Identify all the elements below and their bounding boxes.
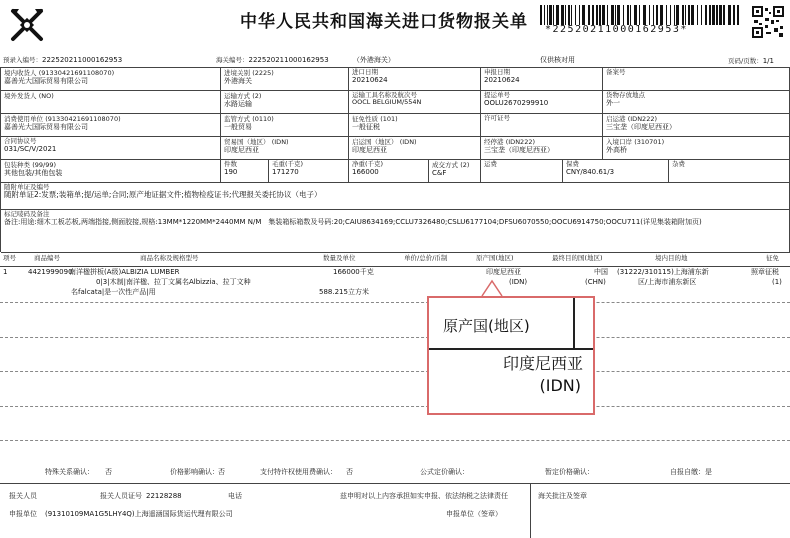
callout-code: (IDN) bbox=[539, 376, 581, 395]
special-relation: 否 bbox=[105, 468, 112, 476]
pieces: 190 bbox=[224, 168, 238, 177]
origin-country: 印度尼西亚 bbox=[352, 146, 387, 155]
supervision-mode: 一般贸易 bbox=[224, 123, 252, 132]
vessel: OOCL BELGIUM/554N bbox=[352, 98, 422, 107]
hs-code: 4421999090 bbox=[28, 268, 73, 276]
levy-code: (1) bbox=[772, 278, 782, 286]
page-number: 1/1 bbox=[762, 57, 774, 65]
remarks-cell: 标记唛码及备注 备注:用途:细木工板芯板,两端指接,侧面胶接,规格:13MM*1220MM*2440MM N/M 集装箱标箱数及号码:20;CAIU8634169;CCLU7326480;CSLU6177104;DFSU6070550;OOCU6914750;OOCU711(详见集装箱附加页) bbox=[1, 210, 790, 253]
pieces-cell: 件数 190 bbox=[221, 160, 269, 183]
confirmation-row: 特殊关系确认： 否 价格影响确认： 否 支付特许权使用费确认： 否 公式定价确认： 暂定价格确认： 自报自缴： 是 bbox=[45, 468, 712, 476]
entry-border-cell: 入境口岸 (310701) 外高桥 bbox=[603, 137, 790, 160]
transit-port: 三宝垄（印度尼西亚） bbox=[484, 146, 554, 155]
barcode-text: *22520211000162953* bbox=[545, 24, 688, 35]
callout-value: 印度尼西亚 bbox=[502, 354, 583, 373]
transport-mode-cell: 运输方式 (2) 水路运输 bbox=[221, 91, 349, 114]
origin-zoom-callout bbox=[427, 296, 595, 415]
transport-mode: 水路运输 bbox=[224, 100, 252, 109]
record-cell: 备案号 bbox=[603, 68, 790, 91]
callout-label: 原产国(地区) bbox=[443, 317, 530, 335]
goods-spec-2: 名falcata|是一次性产品|用 bbox=[71, 288, 156, 296]
audit-note: 仅供核对用 bbox=[540, 56, 575, 64]
entry-port-cell: 进境关别 (2225) 外港海关 bbox=[221, 68, 349, 91]
self-declare: 是 bbox=[705, 468, 712, 476]
entry-border: 外高桥 bbox=[606, 146, 627, 155]
net-weight: 166000 bbox=[352, 168, 379, 177]
quantity-1: 166000千克 bbox=[333, 268, 374, 276]
departure-port-cell: 启运港 (IDN222) 三宝垄（印度尼西亚） bbox=[603, 114, 790, 137]
origin-country: 印度尼西亚 bbox=[486, 268, 521, 276]
supervision-cell: 监管方式 (0110) 一般贸易 bbox=[221, 114, 349, 137]
import-date: 20210624 bbox=[352, 76, 388, 85]
declare-date: 20210624 bbox=[484, 76, 520, 85]
consumer-name: 嘉善光大国际贸易有限公司 bbox=[4, 123, 88, 132]
royalty: 否 bbox=[346, 468, 353, 476]
page-label: 页码/页数： bbox=[728, 57, 763, 65]
contract-number: 031/SC/V/2021 bbox=[4, 145, 57, 154]
documents-text: 随附单证2:发票;装箱单;提/运单;合同;原产地证据文件;植物检疫证书;代理报关委托协议（电子） bbox=[4, 190, 322, 200]
quantity-2: 588.215立方米 bbox=[319, 288, 369, 296]
consignee-cell: 境内收货人 (91330421691108070) 嘉善光大国际贸易有限公司 bbox=[1, 68, 221, 91]
deal-mode-cell: 成交方式 (2) C&F bbox=[429, 160, 481, 183]
footer: 报关人员 报关人员证号 22128288 电话 兹申明对以上内容承担如实申报、依法纳税之法律责任 海关批注及签章 申报单位 (91310109MA1G5LHY4Q)上海遥涵国际货运代理有限公司 申报单位（签章） bbox=[9, 492, 587, 518]
net-weight-cell: 净重(千克) 166000 bbox=[349, 160, 429, 183]
remarks-text: 备注:用途:细木工板芯板,两端指接,侧面胶接,规格:13MM*1220MM*2440MM N/M 集装箱标箱数及号码:20;CAIU8634169;CCLU7326480;CSLU6177104;DFSU6070550;OOCU6914750;OOCU711(详见集装箱附加页) bbox=[4, 218, 702, 227]
goods-name: 南洋楹拼板(A级)ALBIZIA LUMBER bbox=[69, 268, 180, 276]
customs-number: 222520211000162953 bbox=[248, 56, 329, 64]
price-impact: 否 bbox=[218, 468, 225, 476]
storage-cell: 货物存放地点 外一 bbox=[603, 91, 790, 114]
departure-port: 三宝垄（印度尼西亚） bbox=[606, 123, 676, 132]
declaring-agent: (91310109MA1G5LHY4Q)上海遥涵国际货运代理有限公司 bbox=[45, 510, 233, 518]
documents-cell: 随附单证及编号 随附单证2:发票;装箱单;提/运单;合同;原产地证据文件;植物检疫证书;代理报关委托协议（电子） bbox=[1, 183, 790, 210]
consumer-cell: 消费使用单位 (91330421691108070) 嘉善光大国际贸易有限公司 bbox=[1, 114, 221, 137]
page-title: 中华人民共和国海关进口货物报关单 bbox=[240, 12, 528, 32]
tax-nature: 一般征税 bbox=[352, 123, 380, 132]
declare-date-cell: 申报日期 20210624 bbox=[481, 68, 603, 91]
gross-weight-cell: 毛重(千克) 171270 bbox=[269, 160, 349, 183]
trade-country: 印度尼西亚 bbox=[224, 146, 259, 155]
trade-country-cell: 贸易国（地区） (IDN) 印度尼西亚 bbox=[221, 137, 349, 160]
pre-entry-label: 预录入编号： bbox=[3, 56, 42, 64]
table-row: 1 4421999090 南洋楹拼板(A级)ALBIZIA LUMBER 0|3|木制|南洋楹、拉丁文属名Albizzia、拉丁文种 名falcata|是一次性产品|用 166000千克 588.215立方米 印度尼西亚 (IDN) 中国 (CHN) (31222/310115)上海浦东新 区/上海市浦东新区 照章征税 (1) bbox=[3, 268, 782, 296]
origin-code: (IDN) bbox=[509, 278, 528, 286]
goods-spec-1: 0|3|木制|南洋楹、拉丁文属名Albizzia、拉丁文种 bbox=[96, 278, 251, 286]
levy-mode: 照章征税 bbox=[751, 268, 779, 276]
import-date-cell: 进口日期 20210624 bbox=[349, 68, 481, 91]
storage-place: 外一 bbox=[606, 99, 620, 108]
legal-statement: 兹申明对以上内容承担如实申报、依法纳税之法律责任 bbox=[340, 492, 508, 500]
insurance-cell: 保费 CNY/840.61/3 bbox=[563, 160, 669, 183]
packing-cell: 包装种类 (99/99) 其他包装/其他包装 bbox=[1, 160, 221, 183]
district-2: 区/上海市浦东新区 bbox=[638, 278, 697, 286]
shipper-cell: 境外发货人 (NO) bbox=[1, 91, 221, 114]
goods-header: 项号 商品编号 商品名称及规格型号 数量及单位 单价/总价/币制 原产国(地区) 最终目的国(地区) 境内目的地 征免 bbox=[3, 254, 779, 262]
customs-office: （外港海关） bbox=[352, 56, 395, 64]
deal-mode: C&F bbox=[432, 169, 447, 178]
insurance: CNY/840.61/3 bbox=[566, 168, 615, 177]
packing-type: 其他包装/其他包装 bbox=[4, 169, 63, 178]
contract-cell: 合同协议号 031/SC/V/2021 bbox=[1, 137, 221, 160]
bl-number: OOLU2670299910 bbox=[484, 99, 549, 108]
bl-cell: 提运单号 OOLU2670299910 bbox=[481, 91, 603, 114]
pre-entry-number: 222520211000162953 bbox=[42, 56, 123, 64]
license-cell: 许可证号 bbox=[481, 114, 603, 137]
misc-cell: 杂费 bbox=[669, 160, 790, 183]
transit-port-cell: 经停港 (IDN222) 三宝垄（印度尼西亚） bbox=[481, 137, 603, 160]
consignee-name: 嘉善光大国际贸易有限公司 bbox=[4, 77, 88, 86]
freight-cell: 运费 bbox=[481, 160, 563, 183]
tax-cell: 征免性质 (101) 一般征税 bbox=[349, 114, 481, 137]
vessel-cell: 运输工具名称及航次号 OOCL BELGIUM/554N bbox=[349, 91, 481, 114]
gross-weight: 171270 bbox=[272, 168, 299, 177]
customs-number-label: 海关编号： bbox=[216, 56, 249, 64]
destination-country: 中国 bbox=[594, 268, 608, 276]
district-1: (31222/310115)上海浦东新 bbox=[617, 268, 709, 276]
declarant-cert: 22128288 bbox=[146, 492, 182, 500]
destination-code: (CHN) bbox=[585, 278, 606, 286]
origin-country-cell: 启运国（地区） (IDN) 印度尼西亚 bbox=[349, 137, 481, 160]
entry-port: 外港海关 bbox=[224, 77, 252, 86]
